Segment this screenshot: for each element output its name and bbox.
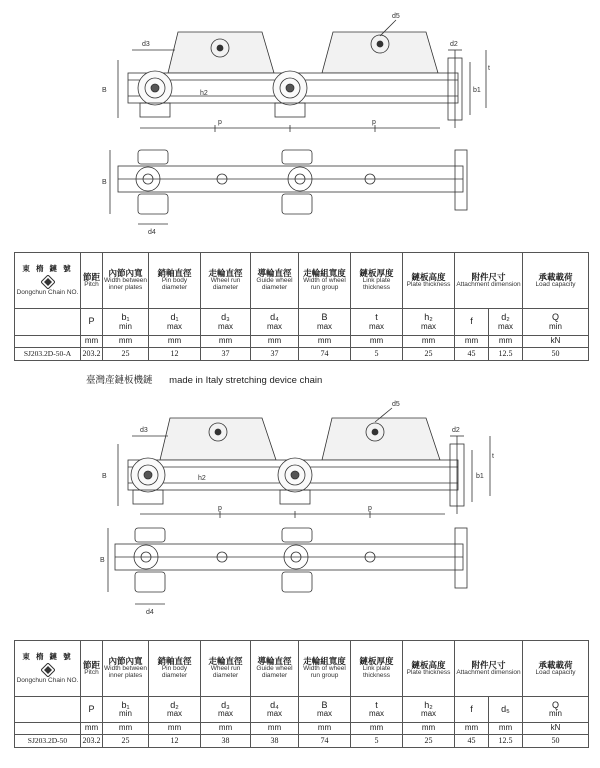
header-guide-wheel: 導輪直徑 Guide wheel diameter: [251, 641, 299, 697]
symbol-cell: B max: [299, 309, 351, 336]
unit-cell: mm: [351, 336, 403, 348]
unit-blank: [15, 723, 81, 735]
unit-cell: mm: [403, 723, 455, 735]
dim-d4: d4: [148, 229, 156, 236]
symbol-cell: f: [455, 697, 489, 723]
value-cell: 5: [351, 735, 403, 748]
header-inner-width: 內節內寬 Width between inner plates: [103, 253, 149, 309]
value-cell: 45: [455, 735, 489, 748]
section-caption: [86, 372, 336, 386]
value-cell: 12: [149, 348, 201, 361]
spec-table-1: [14, 252, 589, 361]
header-plate-thickness: 鏈板厚度 Link plate thickness: [351, 253, 403, 309]
symbol-cell: d₂ max: [149, 697, 201, 723]
header-plate-height: 鏈板高度 Plate thickness: [403, 253, 455, 309]
dim-p-left: p: [218, 119, 222, 126]
value-cell: 37: [201, 348, 251, 361]
unit-cell: mm: [351, 723, 403, 735]
header-pitch: 節距 Pitch: [81, 253, 103, 309]
unit-cell: mm: [81, 336, 103, 348]
unit-cell: mm: [489, 723, 523, 735]
symbol-cell: d₂ max: [489, 309, 523, 336]
chain-drawing-1: [0, 0, 600, 252]
dim-B: B: [102, 87, 107, 94]
unit-cell: mm: [489, 336, 523, 348]
unit-cell: mm: [251, 336, 299, 348]
symbol-cell: b₁ min: [103, 309, 149, 336]
chain-drawing-1-svg: [0, 0, 600, 252]
header-pin-diameter: 銷軸直徑 Pin body diameter: [149, 641, 201, 697]
header-pitch: 節距 Pitch: [81, 641, 103, 697]
value-cell: 5: [351, 348, 403, 361]
unit-cell: mm: [81, 723, 103, 735]
dim-b1: b1: [476, 473, 484, 480]
symbol-cell: d₃ max: [201, 697, 251, 723]
chain-drawing-2: [0, 392, 600, 642]
dim-d5: d5: [392, 401, 400, 408]
unit-cell: mm: [299, 723, 351, 735]
unit-cell: mm: [455, 336, 489, 348]
header-wheel-group-width: 走輪組寬度 Width of wheel run group: [299, 253, 351, 309]
value-cell: 38: [251, 735, 299, 748]
symbol-blank: [15, 309, 81, 336]
symbol-cell: b₁ min: [103, 697, 149, 723]
dim-B: B: [102, 473, 107, 480]
diamond-logo-icon: [41, 275, 55, 289]
header-attachment: 附件尺寸 Attachment dimension: [455, 253, 523, 309]
diamond-logo-icon: [41, 663, 55, 677]
caption-zh: 臺灣產鏈板機鏈: [86, 375, 153, 386]
unit-cell: mm: [455, 723, 489, 735]
symbol-cell: P: [81, 309, 103, 336]
value-cell: 25: [403, 735, 455, 748]
dim-d2: d2: [452, 427, 460, 434]
symbol-cell: d₁ max: [149, 309, 201, 336]
unit-blank: [15, 336, 81, 348]
unit-cell: mm: [103, 336, 149, 348]
header-attachment: 附件尺寸 Attachment dimension: [455, 641, 523, 697]
dim-B-side: B: [102, 179, 107, 186]
dim-p-right: p: [372, 119, 376, 126]
value-cell: 25: [103, 735, 149, 748]
value-cell: 203.2: [81, 735, 103, 748]
header-inner-width: 內節內寬 Width between inner plates: [103, 641, 149, 697]
caption-en: made in Italy stretching device chain: [169, 375, 323, 386]
unit-cell: mm: [201, 723, 251, 735]
value-cell: 74: [299, 735, 351, 748]
symbol-cell: d₃ max: [201, 309, 251, 336]
value-cell: 12: [149, 735, 201, 748]
symbol-cell: h₂ max: [403, 697, 455, 723]
header-wheel-diameter: 走輪直徑 Wheel run diameter: [201, 253, 251, 309]
dim-d5: d5: [392, 13, 400, 20]
symbol-cell: P: [81, 697, 103, 723]
dim-d4: d4: [146, 609, 154, 616]
unit-cell: mm: [403, 336, 455, 348]
dim-B-side: B: [100, 557, 105, 564]
symbol-cell: d₅: [489, 697, 523, 723]
model-number: SJ203.2D-50: [15, 735, 81, 748]
value-cell: 50: [523, 735, 589, 748]
value-cell: 12.5: [489, 735, 523, 748]
symbol-cell: Q min: [523, 697, 589, 723]
unit-cell: mm: [251, 723, 299, 735]
value-cell: 25: [103, 348, 149, 361]
unit-cell: mm: [299, 336, 351, 348]
header-load: 承載載荷 Load capacity: [523, 641, 589, 697]
header-wheel-group-width: 走輪組寬度 Width of wheel run group: [299, 641, 351, 697]
symbol-cell: Q min: [523, 309, 589, 336]
dim-p-left: p: [218, 505, 222, 512]
header-load: 承載載荷 Load capacity: [523, 253, 589, 309]
dim-h2: h2: [198, 475, 206, 482]
symbol-cell: h₂ max: [403, 309, 455, 336]
value-cell: 45: [455, 348, 489, 361]
dim-b1: b1: [473, 87, 481, 94]
value-cell: 37: [251, 348, 299, 361]
value-cell: 203.2: [81, 348, 103, 361]
unit-cell: mm: [149, 336, 201, 348]
dim-p-right: p: [368, 505, 372, 512]
value-cell: 74: [299, 348, 351, 361]
model-number: SJ203.2D-50-A: [15, 348, 81, 361]
symbol-cell: f: [455, 309, 489, 336]
value-cell: 50: [523, 348, 589, 361]
value-cell: 38: [201, 735, 251, 748]
symbol-cell: t max: [351, 309, 403, 336]
header-pin-diameter: 銷軸直徑 Pin body diameter: [149, 253, 201, 309]
symbol-cell: B max: [299, 697, 351, 723]
chain-drawing-2-svg: [0, 392, 600, 642]
dim-d3: d3: [140, 427, 148, 434]
unit-cell: mm: [149, 723, 201, 735]
symbol-blank: [15, 697, 81, 723]
dim-t: t: [492, 453, 494, 460]
logo-cell: 東 楕 鏈 號 Dongchun Chain NO.: [15, 253, 81, 309]
symbol-cell: d₄ max: [251, 697, 299, 723]
header-wheel-diameter: 走輪直徑 Wheel run diameter: [201, 641, 251, 697]
header-plate-thickness: 鏈板厚度 Link plate thickness: [351, 641, 403, 697]
dim-h2: h2: [200, 90, 208, 97]
symbol-cell: t max: [351, 697, 403, 723]
logo-cell: 東 楕 鏈 號 Dongchun Chain NO.: [15, 641, 81, 697]
header-guide-wheel: 導輪直徑 Guide wheel diameter: [251, 253, 299, 309]
dim-t: t: [488, 65, 490, 72]
unit-cell: mm: [201, 336, 251, 348]
unit-cell: mm: [103, 723, 149, 735]
value-cell: 25: [403, 348, 455, 361]
header-plate-height: 鏈板高度 Plate thickness: [403, 641, 455, 697]
unit-cell: kN: [523, 336, 589, 348]
unit-cell: kN: [523, 723, 589, 735]
symbol-cell: d₄ max: [251, 309, 299, 336]
dim-d2: d2: [450, 41, 458, 48]
spec-table-2: [14, 640, 589, 748]
value-cell: 12.5: [489, 348, 523, 361]
dim-d3: d3: [142, 41, 150, 48]
